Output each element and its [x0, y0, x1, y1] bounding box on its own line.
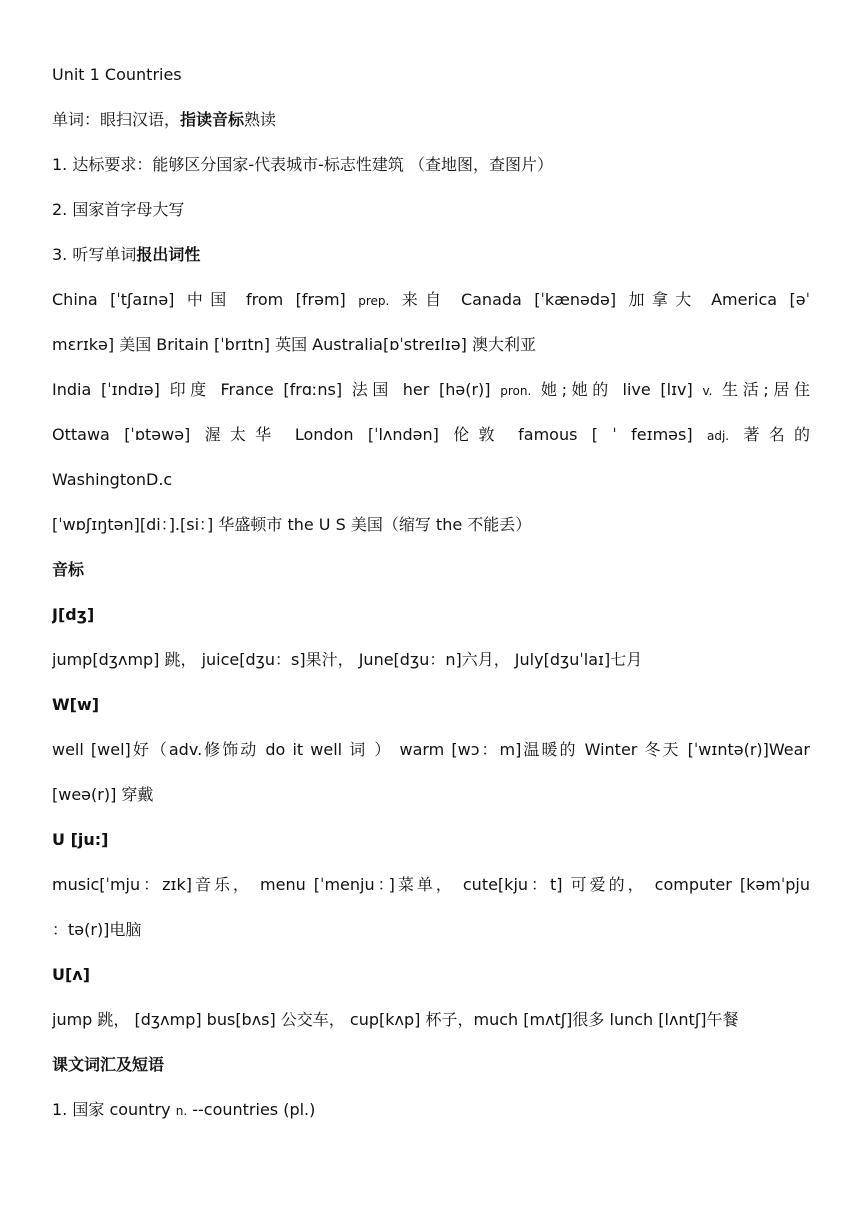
phonics-w-heading: W[w]: [52, 695, 100, 714]
word-text: 生活;居住: [712, 380, 810, 399]
phonics-u-ju-words-1: music[ˈmju：zɪk]音乐， menu [ˈmenju：]菜单， cute[kju：t] 可爱的， computer [kəmˈpju: [52, 875, 810, 894]
part-of-speech: prep.: [358, 294, 390, 308]
word-text: 著名的: [729, 425, 810, 444]
vocab-heading-part1: 单词：眼扫汉语，: [52, 110, 181, 129]
word-list-line-1: [52, 277, 810, 322]
phonics-w-words-1: well [wel]好（adv.修饰动 do it well 词 ） warm [wɔ：m]温暖的 Winter 冬天 [ˈwɪntə(r)]Wear: [52, 740, 810, 759]
phonics-u-short-words: jump 跳， [dʒʌmp] bus[bʌs] 公交车， cup[kʌp] 杯子，much [mʌtʃ]很多 lunch [lʌntʃ]午餐: [52, 1010, 739, 1029]
phonics-j-heading: J[dʒ]: [52, 605, 95, 624]
phonics-u-ju-words-2: ：tə(r)]电脑: [52, 920, 142, 939]
word-list-line-4: [52, 412, 810, 457]
requirement-2: 2. 国家首字母大写: [52, 200, 185, 219]
requirement-1: 1. 达标要求：能够区分国家-代表城市-标志性建筑 （查地图，查图片）: [52, 155, 553, 174]
word-text: --countries (pl.): [187, 1100, 316, 1119]
vocab-item-1: [52, 1087, 810, 1132]
word-text: India [ˈɪndɪə] 印度 France [frɑːns] 法国 her [hə(r)]: [52, 380, 501, 399]
text-vocab-heading: 课文词汇及短语: [52, 1055, 165, 1074]
word-list-line-2: mɛrɪkə] 美国 Britain [ˈbrɪtn] 英国 Australia[ɒˈstreɪlɪə] 澳大利亚: [52, 335, 536, 354]
phonics-u-short-heading: U[ʌ]: [52, 965, 91, 984]
word-text: 1. 国家 country: [52, 1100, 176, 1119]
phonics-u-ju-heading: U [ju:]: [52, 830, 109, 849]
part-of-speech: n.: [175, 1104, 188, 1118]
unit-title: Unit 1 Countries: [52, 65, 182, 84]
phonics-w-words-2: [weə(r)] 穿戴: [52, 785, 154, 804]
vocab-heading-bold: 指读音标: [180, 110, 245, 129]
word-list-line-6: [ˈwɒʃɪŋtən][di：].[si：] 华盛顿市 the U S 美国（缩写 the 不能丢）: [52, 515, 532, 534]
vocab-heading: [52, 97, 810, 142]
word-text: 来自 Canada [ˈkænədə] 加拿大 America [əˈ: [389, 290, 810, 309]
phonics-heading: 音标: [52, 560, 85, 579]
vocab-heading-part3: 熟读: [244, 110, 277, 129]
document-page: [52, 52, 810, 1132]
part-of-speech: v.: [702, 384, 713, 398]
part-of-speech: adj.: [706, 429, 730, 443]
requirement-3: [52, 232, 810, 277]
requirement-3-bold: 报出词性: [136, 245, 201, 264]
word-text: 她;她的 live [lɪv]: [531, 380, 703, 399]
word-list-line-3: [52, 367, 810, 412]
word-list-line-5: WashingtonD.c: [52, 470, 173, 489]
part-of-speech: pron.: [500, 384, 532, 398]
requirement-3-text: 3. 听写单词: [52, 245, 137, 264]
word-text: China [ˈtʃaɪnə] 中国 from [frəm]: [52, 290, 359, 309]
phonics-j-words: jump[dʒʌmp] 跳， juice[dʒu：s]果汁， June[dʒu：n]六月， July[dʒuˈlaɪ]七月: [52, 650, 643, 669]
word-text: Ottawa [ˈɒtəwə] 渥太华 London [ˈlʌndən] 伦敦 famous [ ˈ feɪməs]: [52, 425, 707, 444]
